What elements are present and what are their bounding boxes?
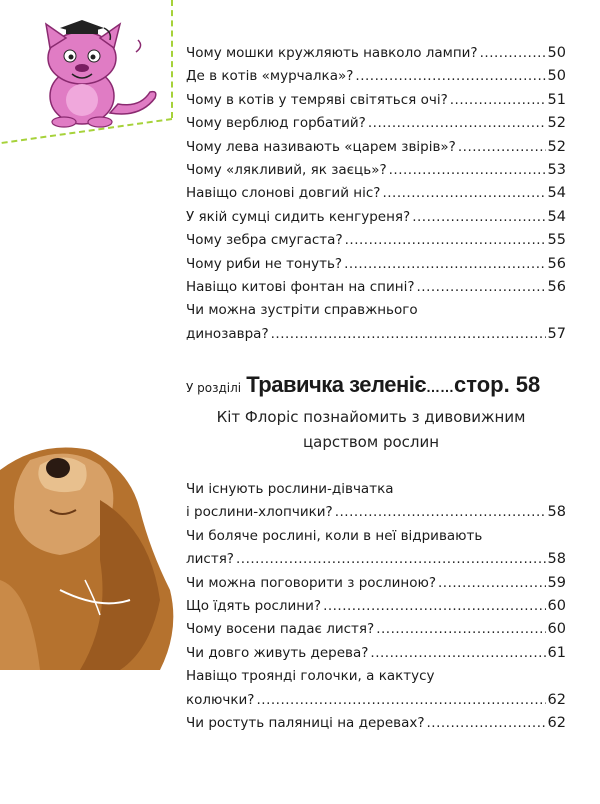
toc-entry-page: 61 <box>547 644 566 661</box>
section-page-number: 58 <box>515 372 541 397</box>
toc-entry-title: динозавра? <box>186 325 269 342</box>
leader-dots <box>323 595 545 618</box>
cat-illustration <box>20 18 160 128</box>
toc-entry <box>186 159 566 182</box>
leader-dots <box>370 642 545 665</box>
toc-entry <box>186 276 566 299</box>
section-dots: …… <box>426 379 455 395</box>
leader-dots <box>344 253 545 276</box>
toc-list-part-2 <box>186 478 566 735</box>
toc-entry-page: 58 <box>547 504 566 521</box>
toc-entry-page: 53 <box>547 162 566 179</box>
toc-entry <box>186 712 566 735</box>
toc-entry <box>186 206 566 229</box>
toc-entry-title: колючки? <box>186 691 255 708</box>
toc-entry-page: 55 <box>547 232 566 249</box>
dog-photo <box>0 440 180 670</box>
toc-entry-page: 50 <box>547 45 566 61</box>
toc-entry-page: 56 <box>547 255 566 272</box>
leader-dots <box>412 206 545 229</box>
toc-entry-title: Чому «лякливий, як заєць»? <box>186 162 387 179</box>
section-label: У розділі <box>186 381 242 395</box>
section-description-line2: царством рослин <box>302 433 440 451</box>
leader-dots <box>438 572 546 595</box>
toc-entry <box>186 478 566 525</box>
toc-entry-title: Навіщо китові фонтан на спині? <box>186 279 415 296</box>
toc-entry-title: У якій сумці сидить кенгуреня? <box>186 208 411 225</box>
toc-entry-page: 50 <box>547 68 566 85</box>
toc-entry <box>186 182 566 205</box>
leader-dots <box>389 159 546 182</box>
toc-entry-title: Чому восени падає листя? <box>186 621 375 638</box>
toc-entry-page: 54 <box>547 185 566 202</box>
toc-entry <box>186 112 566 135</box>
toc-entry <box>186 299 566 346</box>
toc-entry <box>186 89 566 112</box>
leader-dots <box>450 89 546 112</box>
section-page-label: стор. <box>454 372 510 397</box>
toc-entry-title: Де в котів «мурчалка»? <box>186 68 354 85</box>
toc-entry-page: 60 <box>547 621 566 638</box>
toc-entry <box>186 229 566 252</box>
leader-dots <box>427 712 546 735</box>
toc-entry-title: Чому риби не тонуть? <box>186 255 343 272</box>
toc-entry-title-line1: Навіщо троянді голочки, а кактусу <box>186 668 435 685</box>
toc-entry-page: 54 <box>547 208 566 225</box>
section-title: Травичка зеленіє <box>246 372 427 397</box>
section-description-line1: Кіт Флоріс познайомить з дивовижним <box>216 408 526 426</box>
toc-entry <box>186 618 566 641</box>
toc-entry-title: і рослини-хлопчики? <box>186 504 333 521</box>
toc-entry-title: Чому лева називають «царем звірів»? <box>186 138 456 155</box>
leader-dots <box>417 276 546 299</box>
toc-entry <box>186 136 566 159</box>
toc-entry-page: 51 <box>547 91 566 108</box>
toc-entry-title-line1: Чи існують рослини-дівчатка <box>186 481 394 497</box>
toc-entry-title-line1: Чи боляче рослині, коли в неї відривають <box>186 527 483 544</box>
toc-entry-page: 62 <box>547 691 566 708</box>
leader-dots <box>355 65 545 88</box>
toc-entry-title: Чому верблюд горбатий? <box>186 115 366 132</box>
leader-dots <box>376 618 545 641</box>
toc-entry-title: Чи довго живуть дерева? <box>186 644 369 661</box>
toc-entry-page: 59 <box>547 574 566 591</box>
toc-entry-title: Чи ростуть паляниці на деревах? <box>186 715 425 732</box>
leader-dots <box>236 548 546 571</box>
section-description <box>186 405 556 455</box>
toc-entry-title: Чому зебра смугаста? <box>186 232 343 249</box>
toc-entry <box>186 642 566 665</box>
toc-entry-page: 60 <box>547 598 566 615</box>
toc-entry <box>186 65 566 88</box>
toc-entry <box>186 253 566 276</box>
leader-dots <box>345 229 546 252</box>
section-heading <box>186 372 586 398</box>
toc-entry-title: Що їдять рослини? <box>186 598 322 615</box>
toc-entry-page: 57 <box>547 325 566 342</box>
toc-entry-page: 52 <box>547 138 566 155</box>
toc-entry <box>186 572 566 595</box>
leader-dots <box>480 42 546 65</box>
toc-entry-title: Чи можна поговорити з рослиною? <box>186 574 436 591</box>
toc-entry-title: Чому в котів у темряві світяться очі? <box>186 91 448 108</box>
leader-dots <box>368 112 546 135</box>
toc-entry <box>186 665 566 712</box>
toc-entry <box>186 42 566 65</box>
toc-entry <box>186 595 566 618</box>
leader-dots <box>271 323 546 346</box>
toc-entry-title: Навіщо слонові довгий ніс? <box>186 185 381 202</box>
toc-entry-title-line1: Чи можна зустріти справжнього <box>186 302 418 319</box>
leader-dots <box>256 689 545 712</box>
toc-entry-title: листя? <box>186 551 234 568</box>
toc-entry-page: 52 <box>547 115 566 132</box>
toc-entry-page: 56 <box>547 279 566 296</box>
leader-dots <box>382 182 545 205</box>
toc-entry-page: 58 <box>547 551 566 568</box>
leader-dots <box>335 501 546 524</box>
leader-dots <box>458 136 546 159</box>
toc-entry <box>186 525 566 572</box>
toc-entry-page: 62 <box>547 715 566 732</box>
toc-entry-title: Чому мошки кружляють навколо лампи? <box>186 45 478 61</box>
toc-list-part-1 <box>186 42 566 346</box>
decorative-dashed-line-vertical <box>171 0 173 118</box>
